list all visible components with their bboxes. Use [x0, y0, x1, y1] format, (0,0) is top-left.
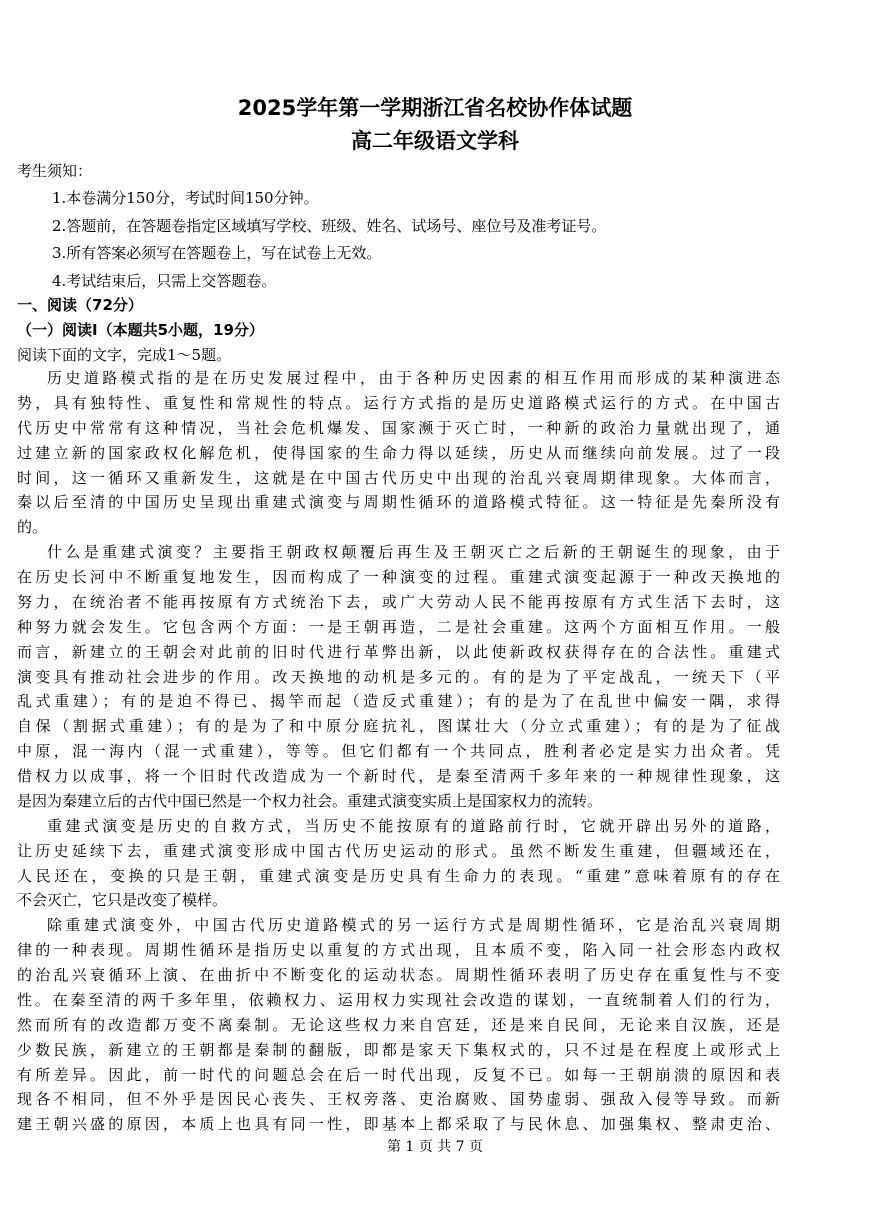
passage-line: 是因为秦建立后的古代中国已然是一个权力社会。重建式演变实质上是国家权力的流转。 [17, 791, 603, 810]
passage-line: 代历史中常常有这种情况，当社会危机爆发、国家濒于灭亡时，一种新的政治力量就出现了，通 [17, 418, 780, 437]
passage-line: 重建式演变是历史的自救方式，当历史不能按原有的道路前行时，它就开辟出另外的道路， [47, 816, 780, 835]
passage-line: 乱式重建）；有的是迫不得已、揭竿而起（造反式重建）；有的是为了在乱世中偏安一隅，求得 [17, 692, 780, 711]
passage-line: 势，具有独特性、重复性和常规性的特点。运行方式指的是历史道路模式运行的方式。在中国古 [17, 393, 780, 412]
passage-line: 有所差异。因此，前一时代的问题总会在后一时代出现，反复不已。如每一王朝崩溃的原因和表 [17, 1065, 780, 1084]
passage-line: 秦以后至清的中国历史呈现出重建式演变与周期性循环的道路模式特征。这一特征是先秦所没有 [17, 493, 780, 512]
notice-item: 1.本卷满分150分，考试时间150分钟。 [52, 189, 319, 207]
section-title: 一、阅读（72分） [17, 296, 143, 314]
notice-item: 3.所有答案必须写在答题卷上，写在试卷上无效。 [52, 244, 382, 262]
exam-subtitle: 高二年级语文学科 [351, 129, 519, 153]
notice-list [52, 185, 852, 295]
passage-line: 历史道路模式指的是在历史发展过程中，由于各种历史因素的相互作用而形成的某种演进态 [47, 369, 780, 387]
passage-line: 中原，混一海内（混一式重建），等等。但它们都有一个共同点，胜利者必定是实力出众者。凭 [17, 742, 780, 761]
passage-line: 时间，这一循环又重新发生，这就是在中国古代历史中出现的治乱兴衰周期律现象。大体而言， [17, 468, 780, 487]
notice-item: 2.答题前，在答题卷指定区域填写学校、班级、姓名、试场号、座位号及准考证号。 [52, 216, 607, 235]
reading-instruction: 阅读下面的文字，完成1～5题。 [17, 346, 232, 364]
passage-line: 而言，新建立的王朝会对此前的旧时代进行革弊出新，以此使新政权获得存在的合法性。重建式 [17, 642, 780, 661]
exam-title: 2025学年第一学期浙江省名校协作体试题 [237, 96, 633, 120]
passage-line: 律的一种表现。周期性循环是指历史以重复的方式出现，且本质不变，陷入同一社会形态内政权 [17, 941, 780, 960]
notice-heading: 考生须知： [17, 162, 93, 180]
passage-line: 在历史长河中不断重复地发生，因而构成了一种演变的过程。重建式演变起源于一种改天换地的 [17, 568, 780, 586]
passage-line: 然而所有的改造都万变不离秦制。无论这些权力来自宫廷，还是来自民间，无论来自汉族，还是 [17, 1015, 780, 1034]
passage-line: 演变具有推动社会进步的作用。改天换地的动机是多元的。有的是为了平定战乱，一统天下（平 [17, 667, 780, 686]
reading-passage [17, 366, 780, 1137]
passage-line: 过建立新的国家政权化解危机，使得国家的生命力得以延续，历史从而继续向前发展。过了一段 [17, 443, 780, 462]
passage-line: 少数民族，新建立的王朝都是秦制的翻版，即都是家天下集权式的，只不过是在程度上或形式上 [17, 1040, 780, 1059]
page-number: 第 1 页 共 7 页 [386, 1139, 484, 1155]
passage-line: 不会灭亡，它只是改变了模样。 [17, 891, 228, 910]
passage-line: 借权力以成事，将一个旧时代改造成为一个新时代，是秦至清两千多年来的一种规律性现象，这 [17, 767, 780, 785]
passage-line: 让历史延续下去，重建式演变形成中国古代历史运动的形式。虽然不断发生重建，但疆域还在， [17, 841, 780, 860]
passage-line: 除重建式演变外，中国古代历史道路模式的另一运行方式是周期性循环，它是治乱兴衰周期 [47, 916, 780, 935]
passage-line: 现各不相同，但不外乎是因民心丧失、王权旁落、吏治腐败、国势虚弱、强敌入侵等导致。而新 [17, 1090, 780, 1109]
passage-line: 什么是重建式演变？主要指王朝政权颠覆后再生及王朝灭亡之后新的王朝诞生的现象，由于 [47, 543, 780, 562]
subsection-title: （一）阅读Ⅰ（本题共5小题，19分） [17, 321, 264, 339]
passage-line: 努力，在统治者不能再按原有方式统治下去，或广大劳动人民不能再按原有方式生活下去时，这 [17, 592, 780, 611]
passage-line: 自保（割据式重建）；有的是为了和中原分庭抗礼，图谋壮大（分立式重建）；有的是为了征战 [17, 717, 780, 736]
passage-line: 人民还在，变换的只是王朝，重建式演变是历史具有生命力的表现。“重建”意味着原有的存在 [17, 866, 780, 885]
passage-line: 的。 [17, 518, 48, 537]
passage-line: 建王朝兴盛的原因，本质上也具有同一性，即基本上都采取了与民休息、加强集权、整肃吏治、 [17, 1115, 780, 1134]
passage-line: 的治乱兴衰循环上演、在曲折中不断变化的运动状态。周期性循环表明了历史存在重复性与不变 [17, 966, 780, 984]
passage-line: 种努力就会发生。它包含两个方面：一是王朝再造，二是社会重建。这两个方面相互作用。一般 [17, 617, 780, 636]
passage-line: 性。在秦至清的两千多年里，依赖权力、运用权力实现社会改造的谋划，一直统制着人们的行为， [17, 990, 780, 1009]
notice-item: 4.考试结束后，只需上交答题卷。 [52, 271, 277, 290]
